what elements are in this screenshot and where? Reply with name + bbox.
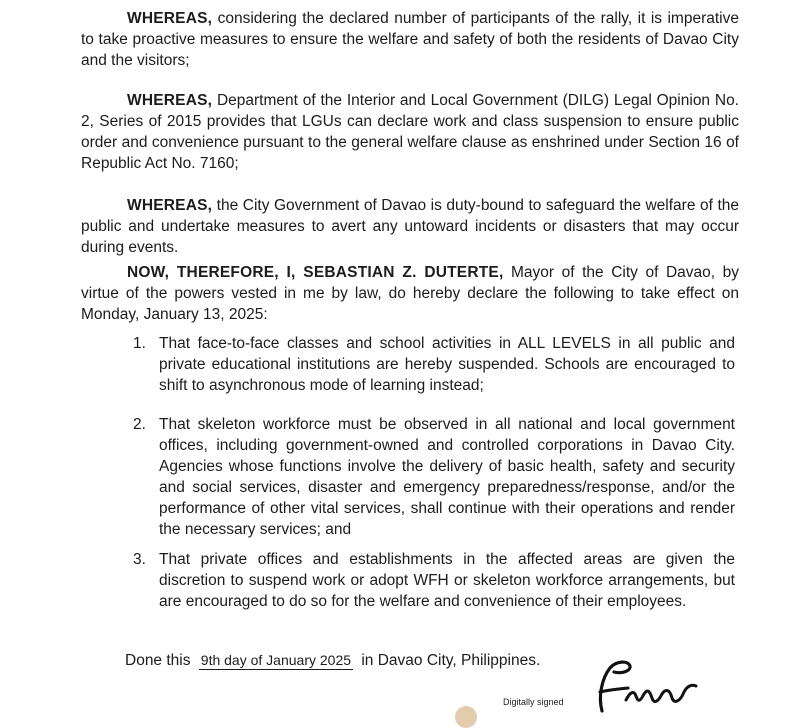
item-text: That face-to-face classes and school activities in ALL LEVELS in all public and private educational institutions are hereby suspended. Schools are encouraged to shift to asynchronous mode of learning instead; — [159, 335, 735, 394]
seal-icon — [455, 706, 477, 728]
declaration-item-1 — [135, 333, 735, 396]
digitally-signed-label: Digitally signed — [503, 697, 564, 707]
paragraph-lead: NOW, THEREFORE, I, SEBASTIAN Z. DUTERTE, — [127, 264, 504, 281]
whereas-paragraph-3 — [81, 195, 739, 258]
whereas-paragraph-1 — [81, 8, 739, 71]
item-text: That private offices and establishments in the affected areas are given the discretion to suspend work or adopt WFH or skeleton workforce arrangements, but are encouraged to do so for the welfare and convenience of their employees. — [159, 551, 735, 610]
done-line — [125, 650, 540, 671]
item-number: 2. — [133, 416, 146, 433]
item-number: 1. — [133, 335, 146, 352]
item-text: That skeleton workforce must be observed in all national and local government offices, including government-owned and controlled corporations in Davao City. Agencies whose functions involve the delivery of basic health, safety and security and social services, disaster and emergency preparedness/response, and/or the performance of other vital services, shall continue with their operations and render the necessary services; and — [159, 416, 735, 538]
declaration-item-3 — [135, 549, 735, 612]
paragraph-text: Mayor of the City of Davao, by virtue of the powers vested in me by law, do hereby declare the following to take effect on Monday, January 13, 2025: — [81, 264, 739, 323]
paragraph-text: considering the declared number of participants of the rally, it is imperative to take proactive measures to ensure the welfare and safety of both the residents of Davao City and the visitors; — [81, 10, 739, 69]
signature-icon — [588, 656, 708, 715]
declaration-item-2 — [135, 414, 735, 540]
now-therefore-paragraph — [81, 262, 739, 325]
item-number: 3. — [133, 551, 146, 568]
done-date: 9th day of January 2025 — [200, 652, 352, 668]
paragraph-lead: WHEREAS, — [127, 10, 213, 27]
paragraph-lead: WHEREAS, — [127, 197, 213, 214]
paragraph-text: the City Government of Davao is duty-bound to safeguard the welfare of the public and undertake measures to avert any untoward incidents or disasters that may occur during events. — [81, 197, 739, 256]
paragraph-lead: WHEREAS, — [127, 92, 213, 109]
done-suffix: in Davao City, Philippines. — [361, 652, 541, 669]
whereas-paragraph-2 — [81, 90, 739, 174]
done-prefix: Done this — [125, 652, 191, 669]
paragraph-text: Department of the Interior and Local Government (DILG) Legal Opinion No. 2, Series of 2015 provides that LGUs can declare work and class suspension to ensure public order and convenience pursuant to the general welfare clause as enshrined under Section 16 of Republic Act No. 7160; — [81, 92, 739, 172]
